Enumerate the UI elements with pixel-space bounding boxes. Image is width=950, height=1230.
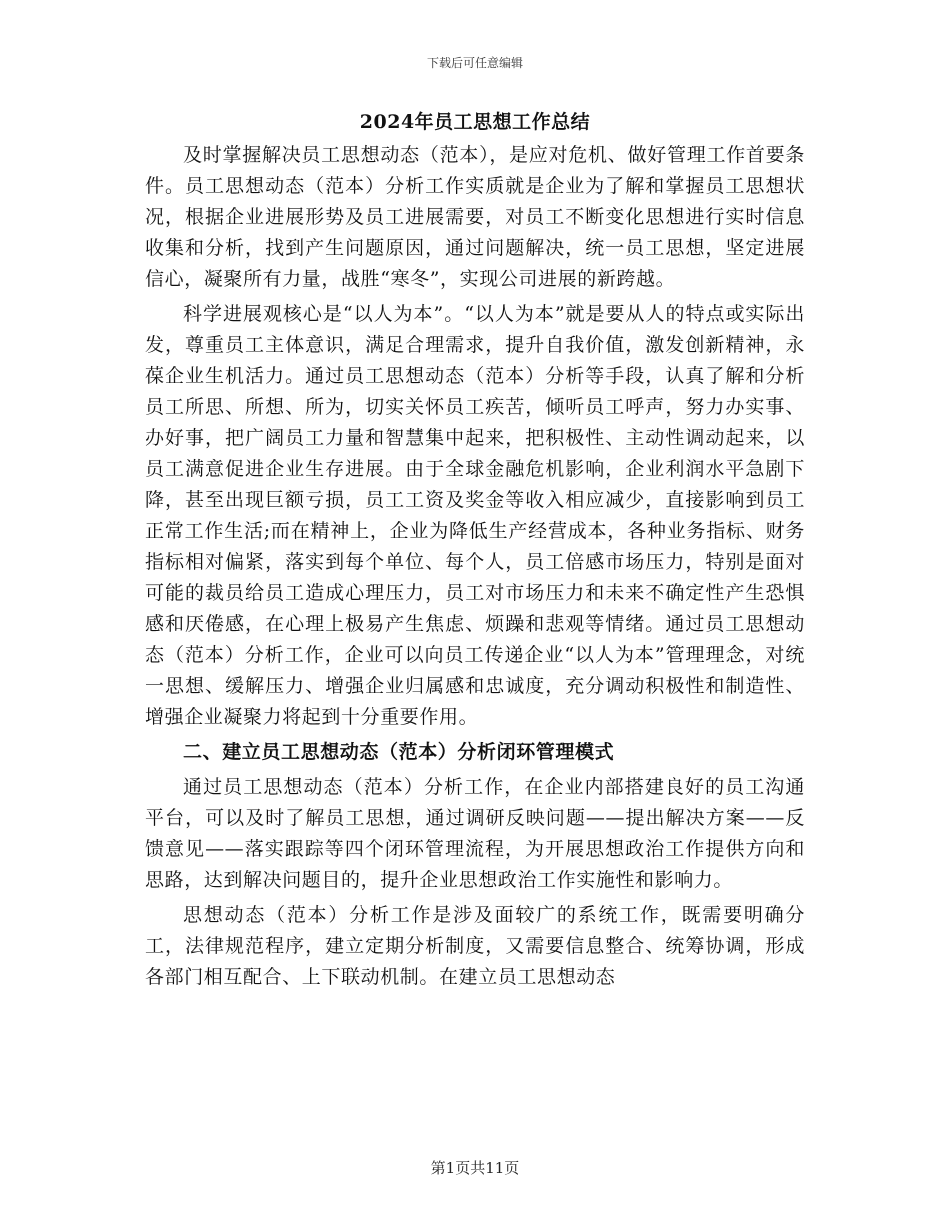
paragraph-1: 及时掌握解决员工思想动态（范本），是应对危机、做好管理工作首要条件。员工思想动态（范本）分析工作实质就是企业为了解和掌握员工思想状况，根据企业进展形势及员工进展需要，对员工不断变化思想进行实时信息收集和分析，找到产生问题原因，通过问题解决，统一员工思想，坚定进展信心，凝聚所有力量，战胜“寒冬”，实现公司进展的新跨越。 <box>145 144 805 290</box>
section-heading: 二、建立员工思想动态（范本）分析闭环管理模式 <box>183 741 615 763</box>
section-paragraph-1: 通过员工思想动态（范本）分析工作，在企业内部搭建良好的员工沟通平台，可以及时了解员工思想，通过调研反映问题——提出解决方案——反馈意见——落实跟踪等四个闭环管理流程，为开展思想政治工作提供方向和思路，达到解决问题目的，提升企业思想政治工作实施性和影响力。 <box>145 776 805 891</box>
document-title: 2024年员工思想工作总结 <box>359 111 591 133</box>
document-body <box>145 108 805 993</box>
page-indicator: 第1页共11页 <box>430 1159 520 1177</box>
header-note: 下载后可任意编辑 <box>426 56 523 70</box>
section-paragraph-2: 思想动态（范本）分析工作是涉及面较广的系统工作，既需要明确分工，法律规范程序，建立定期分析制度，又需要信息整合、统筹协调，形成各部门相互配合、上下联动机制。在建立员工思想动态 <box>145 904 805 988</box>
paragraph-2: 科学进展观核心是“以人为本”。“以人为本”就是要从人的特点或实际出发，尊重员工主体意识，满足合理需求，提升自我价值，激发创新精神，永葆企业生机活力。通过员工思想动态（范本）分析等手段，认真了解和分析员工所思、所想、所为，切实关怀员工疾苦，倾听员工呼声，努力办实事、办好事，把广阔员工力量和智慧集中起来，把积极性、主动性调动起来，以员工满意促进企业生存进展。由于全球金融危机影响，企业利润水平急剧下降，甚至出现巨额亏损，员工工资及奖金等收入相应减少，直接影响到员工正常工作生活;而在精神上，企业为降低生产经营成本，各种业务指标、财务指标相对偏紧，落实到每个单位、每个人，员工倍感市场压力，特别是面对可能的裁员给员工造成心理压力，员工对市场压力和未来不确定性产生恐惧感和厌倦感，在心理上极易产生焦虑、烦躁和悲观等情绪。通过员工思想动态（范本）分析工作，企业可以向员工传递企业“以人为本”管理理念，对统一思想、缓解压力、增强企业归属感和忠诚度，充分调动积极性和制造性、增强企业凝聚力将起到十分重要作用。 <box>145 303 805 728</box>
